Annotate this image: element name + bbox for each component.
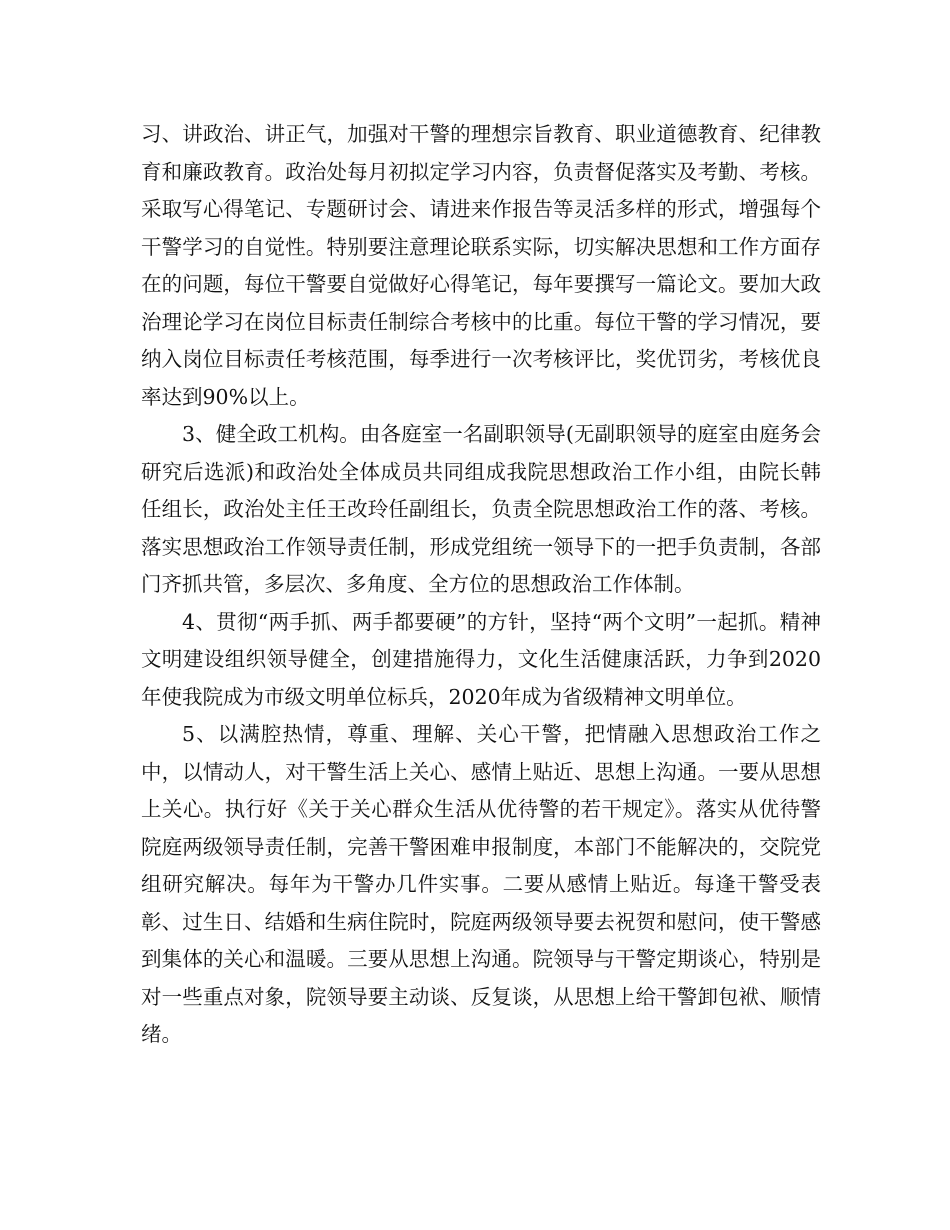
paragraph-study-continued: 习、讲政治、讲正气，加强对干警的理想宗旨教育、职业道德教育、纪律教育和廉政教育。政治处每月初拟定学习内容，负责督促落实及考勤、考核。采取写心得笔记、专题研讨会、请进来作报告等灵活多样的形式，增强每个干警学习的自觉性。特别要注意理论联系实际，切实解决思想和工作方面存在的问题，每位干警要自觉做好心得笔记，每年要撰写一篇论文。要加大政治理论学习在岗位目标责任制综合考核中的比重。每位干警的学习情况，要纳入岗位目标责任考核范围，每季进行一次考核评比，奖优罚劣，考核优良率达到90%以上。 [141,122,821,409]
paragraph-item-3: 3、健全政工机构。由各庭室一名副职领导(无副职领导的庭室由庭务会研究后选派)和政治处全体成员共同组成我院思想政治工作小组，由院长韩任组长，政治处主任王改玲任副组长，负责全院思想政治工作的落、考核。落实思想政治工作领导责任制，形成党组统一领导下的一把手负责制，各部门齐抓共管，多层次、多角度、全方位的思想政治工作体制。 [141,422,821,596]
paragraph-item-4: 4、贯彻“两手抓、两手都要硬”的方针，坚持“两个文明”一起抓。精神文明建设组织领导健全，创建措施得力，文化生活健康活跃，力争到2020年使我院成为市级文明单位标兵，2020年成为省级精神文明单位。 [141,609,821,709]
document-body [141,116,821,1054]
paragraph-item-5: 5、以满腔热情，尊重、理解、关心干警，把情融入思想政治工作之中，以情动人，对干警生活上关心、感情上贴近、思想上沟通。一要从思想上关心。执行好《关于关心群众生活从优待警的若干规定》。落实从优待警院庭两级领导责任制，完善干警困难申报制度，本部门不能解决的，交院党组研究解决。每年为干警办几件实事。二要从感情上贴近。每逢干警受表彰、过生日、结婚和生病住院时，院庭两级领导要去祝贺和慰问，使干警感到集体的关心和温暖。三要从思想上沟通。院领导与干警定期谈心，特别是对一些重点对象，院领导要主动谈、反复谈，从思想上给干警卸包袱、顺情绪。 [141,722,821,1046]
